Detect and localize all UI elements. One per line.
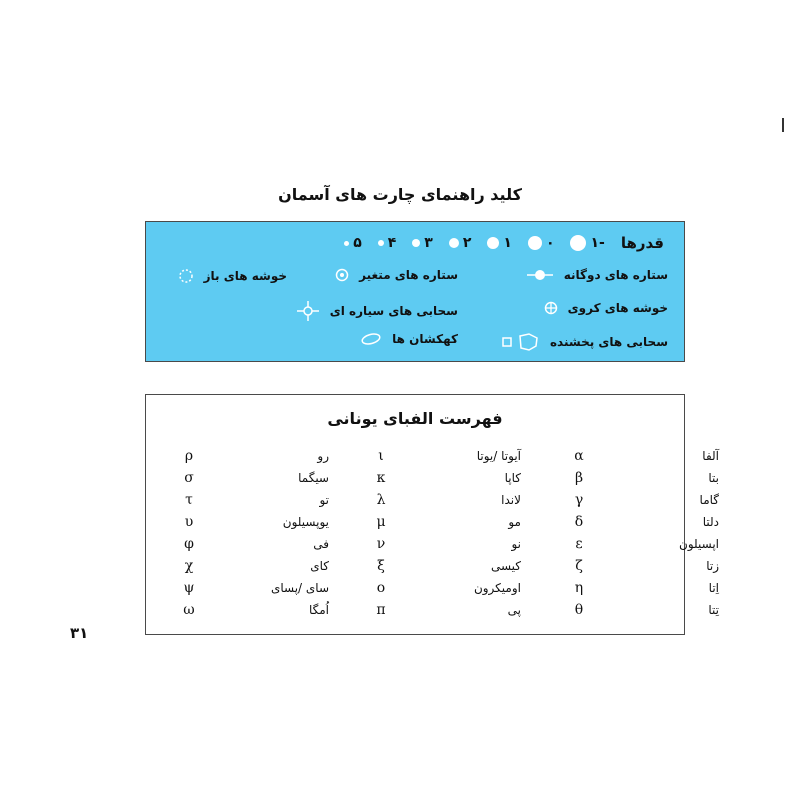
greek-column	[179, 445, 329, 621]
star-dot-icon	[487, 237, 499, 249]
magnitude-item: ۰	[528, 235, 555, 251]
greek-letter-name: سای /پسای	[270, 581, 329, 595]
magnitudes-row	[328, 234, 664, 252]
greek-alphabet-panel	[145, 394, 719, 635]
greek-letter-name: فی	[313, 537, 329, 551]
star-dot-icon	[412, 239, 420, 247]
star-dot-icon	[528, 236, 542, 250]
greek-letter-row	[569, 577, 719, 599]
greek-letter-symbol: σ	[184, 470, 194, 486]
greek-letter-name: دلتا	[702, 515, 719, 529]
greek-letter-symbol: ε	[575, 536, 583, 552]
greek-letter-symbol: η	[574, 580, 584, 596]
page-number: ۳۱	[70, 624, 89, 642]
magnitude-item: ۴	[378, 235, 397, 251]
magnitude-item: -۱	[570, 235, 604, 251]
greek-letter-symbol: ζ	[575, 558, 583, 574]
greek-letter-name: تو	[319, 493, 329, 507]
magnitude-item: ۱	[487, 235, 512, 251]
greek-letter-row	[371, 489, 521, 511]
greek-letter-symbol: ν	[376, 536, 386, 552]
greek-letter-row	[371, 445, 521, 467]
variable-star-icon	[335, 268, 349, 282]
greek-letter-symbol: β	[574, 470, 584, 486]
greek-letter-symbol: δ	[574, 514, 584, 530]
greek-letter-symbol: φ	[184, 536, 194, 552]
greek-letter-row	[179, 555, 329, 577]
greek-letter-symbol: ξ	[377, 558, 385, 574]
greek-letter-symbol: π	[376, 602, 386, 618]
greek-letter-symbol: ο	[376, 580, 386, 596]
greek-letter-symbol: γ	[574, 492, 584, 508]
star-dot-icon	[449, 238, 459, 248]
greek-letter-symbol: ω	[183, 602, 195, 618]
greek-letter-name: کیسی	[490, 559, 521, 573]
greek-letter-row	[179, 511, 329, 533]
greek-letter-row	[179, 577, 329, 599]
greek-letter-symbol: ι	[378, 448, 384, 464]
diffuse-nebula-icon	[502, 332, 540, 352]
key-item-diffuse-nebula: سحابی های پخشنده	[502, 332, 668, 352]
planetary-nebula-icon	[296, 301, 320, 321]
greek-column	[569, 445, 719, 621]
greek-letter-row	[371, 555, 521, 577]
star-dot-icon	[378, 240, 384, 246]
greek-letter-name: مو	[508, 515, 521, 529]
globular-cluster-icon	[544, 301, 558, 315]
greek-letter-name: اُمگا	[308, 603, 329, 617]
greek-letter-name: اِتا	[708, 581, 719, 595]
greek-letter-row	[569, 445, 719, 467]
greek-letter-row	[569, 533, 719, 555]
greek-letter-name: گاما	[699, 493, 719, 507]
greek-letter-symbol: υ	[184, 514, 194, 530]
greek-letter-symbol: ρ	[184, 448, 194, 464]
key-item-variable-star: ستاره های متغیر	[335, 268, 458, 282]
magnitude-item: ۳	[412, 235, 433, 251]
greek-letter-name: کای	[310, 559, 329, 573]
greek-letter-name: یوپسیلون	[282, 515, 329, 529]
greek-letter-row	[569, 555, 719, 577]
greek-letter-name: پی	[507, 603, 521, 617]
key-item-globular-cluster: خوشه های کروی	[544, 301, 668, 315]
key-item-galaxy: کهکشان ها	[360, 332, 458, 346]
key-item-open-cluster: خوشه های باز	[178, 268, 287, 284]
greek-letter-name: اپسیلون	[679, 537, 719, 551]
greek-letter-row	[179, 489, 329, 511]
greek-letter-row	[371, 599, 521, 621]
greek-letter-name: لاندا	[501, 493, 521, 507]
greek-letter-name: تِتا	[708, 603, 719, 617]
greek-letter-row	[569, 467, 719, 489]
greek-letter-symbol: κ	[376, 470, 386, 486]
greek-letter-name: آلفا	[702, 449, 719, 463]
star-dot-icon	[570, 235, 586, 251]
greek-letter-name: سیگما	[298, 471, 329, 485]
greek-letter-name: کاپا	[504, 471, 521, 485]
key-item-planetary-nebula: سحابی های سیاره ای	[296, 301, 458, 321]
greek-letter-symbol: τ	[185, 492, 193, 508]
magnitude-item: ۵	[344, 235, 362, 251]
greek-alphabet-title: فهرست الفبای یونانی	[327, 409, 503, 428]
greek-letter-row	[371, 511, 521, 533]
greek-letter-row	[179, 445, 329, 467]
greek-letter-name: آیوتا /یوتا	[476, 449, 521, 463]
greek-letter-row	[179, 599, 329, 621]
open-cluster-icon	[178, 268, 194, 284]
star-dot-icon	[344, 241, 349, 246]
greek-letter-symbol: χ	[184, 558, 194, 574]
magnitudes-label: قدرها	[620, 234, 664, 252]
greek-letter-row	[179, 533, 329, 555]
double-star-icon	[526, 268, 554, 282]
greek-letter-name: نو	[511, 537, 521, 551]
galaxy-icon	[360, 332, 382, 346]
greek-letter-name: رو	[317, 449, 329, 463]
sky-chart-key-title: کلید راهنمای چارت های آسمان	[278, 185, 522, 204]
greek-letter-name: اومیکرون	[473, 581, 521, 595]
greek-letter-symbol: θ	[574, 602, 584, 618]
greek-letter-symbol: λ	[376, 492, 386, 508]
greek-letter-row	[569, 599, 719, 621]
greek-letter-row	[179, 467, 329, 489]
greek-letter-row	[569, 489, 719, 511]
magnitude-item: ۲	[449, 235, 472, 251]
greek-letter-symbol: μ	[376, 514, 386, 530]
greek-letter-symbol: ψ	[183, 580, 195, 596]
key-item-double-star: ستاره های دوگانه	[526, 268, 668, 282]
greek-letter-name: بتا	[708, 471, 719, 485]
margin-mark	[782, 118, 784, 132]
greek-letter-row	[371, 577, 521, 599]
greek-column	[371, 445, 521, 621]
greek-letter-row	[569, 511, 719, 533]
greek-letter-name: زتا	[706, 559, 719, 573]
greek-letter-symbol: α	[574, 448, 584, 464]
greek-letter-row	[371, 533, 521, 555]
sky-chart-key-panel	[145, 221, 685, 362]
greek-letter-row	[371, 467, 521, 489]
